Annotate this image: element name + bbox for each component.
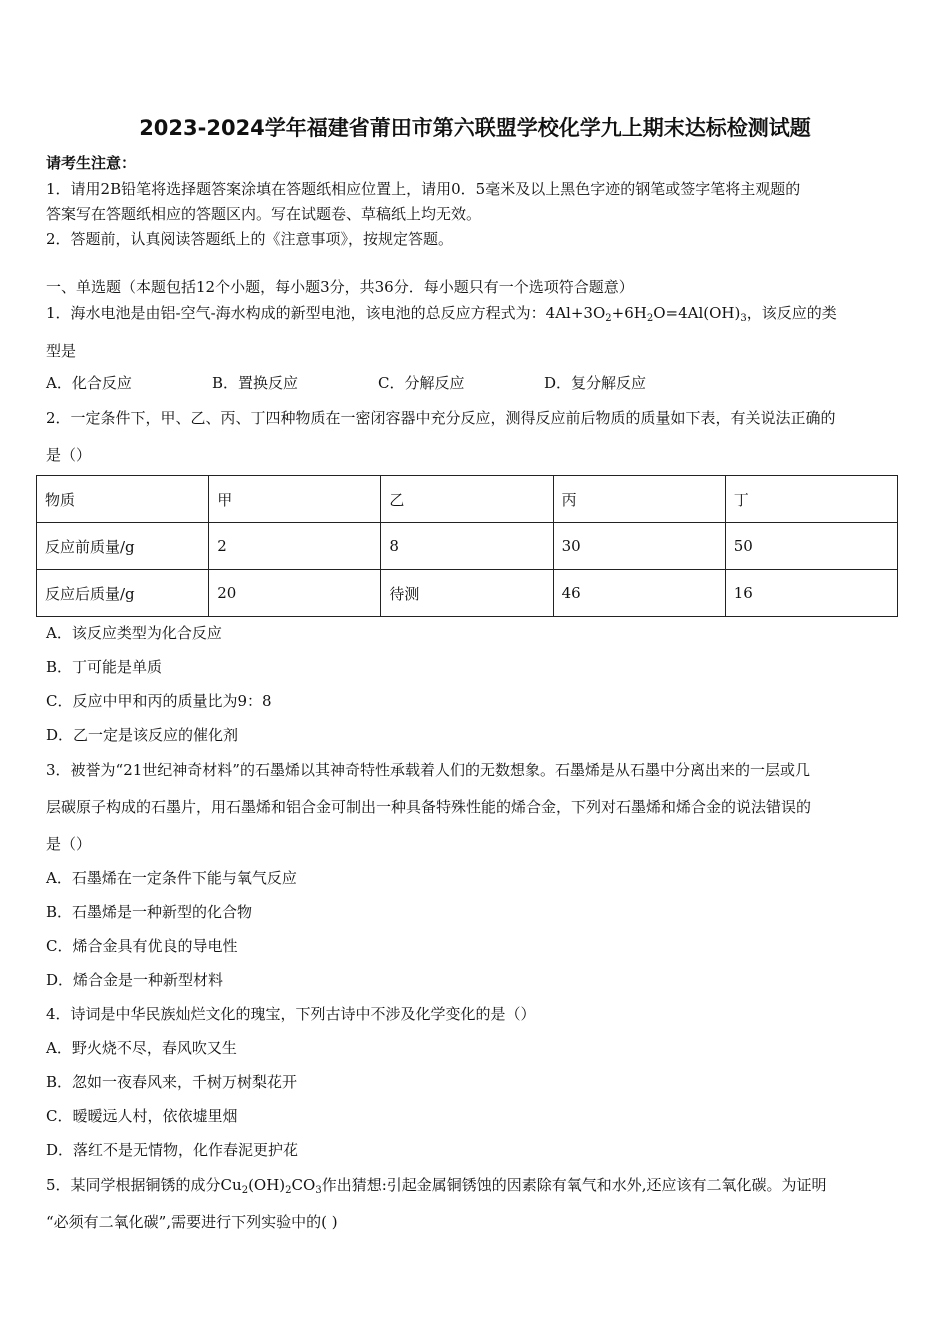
table-cell: 乙 bbox=[381, 476, 553, 523]
q4-stem: 4．诗词是中华民族灿烂文化的瑰宝，下列古诗中不涉及化学变化的是（） bbox=[46, 1005, 536, 1023]
table-cell: 8 bbox=[381, 523, 553, 570]
table-row bbox=[37, 570, 898, 617]
table-cell: 46 bbox=[553, 570, 725, 617]
table-cell: 物质 bbox=[37, 476, 209, 523]
notice-line-2: 答案写在答题纸相应的答题区内。写在试题卷、草稿纸上均无效。 bbox=[46, 205, 482, 223]
q3-option-a[interactable]: A．石墨烯在一定条件下能与氧气反应 bbox=[46, 869, 297, 887]
q1-stem-line-1: 1．海水电池是由铝-空气-海水构成的新型电池，该电池的总反应方程式为：$4Al+3O_2+6H_2O=4Al(OH)_3$，该反应的类 bbox=[46, 304, 837, 324]
table-cell: 反应前质量/g bbox=[37, 523, 209, 570]
table-cell: 丙 bbox=[553, 476, 725, 523]
table-cell: 丁 bbox=[725, 476, 897, 523]
q2-option-d[interactable]: D．乙一定是该反应的催化剂 bbox=[46, 726, 239, 744]
mass-table bbox=[36, 475, 898, 617]
q4-option-d[interactable]: D．落红不是无情物，化作春泥更护花 bbox=[46, 1141, 299, 1159]
q4-option-b[interactable]: B．忽如一夜春风来，千树万树梨花开 bbox=[46, 1073, 298, 1091]
table-cell: 待测 bbox=[381, 570, 553, 617]
q1-option-b[interactable]: B．置换反应 bbox=[212, 374, 299, 392]
q3-option-d[interactable]: D．烯合金是一种新型材料 bbox=[46, 971, 224, 989]
q3-stem-line-1: 3．被誉为“21世纪神奇材料”的石墨烯以其神奇特性承载着人们的无数想象。石墨烯是从石墨中分离出来的一层或几 bbox=[46, 761, 810, 779]
table-cell: 20 bbox=[209, 570, 381, 617]
q1-option-a[interactable]: A．化合反应 bbox=[46, 374, 132, 392]
q2-option-a[interactable]: A．该反应类型为化合反应 bbox=[46, 624, 222, 642]
q2-stem-line-2: 是（） bbox=[46, 446, 92, 464]
notice-line-1: 1．请用2B铅笔将选择题答案涂填在答题纸相应位置上，请用0．5毫米及以上黑色字迹的钢笔或签字笔将主观题的 bbox=[46, 180, 801, 198]
q1-option-c[interactable]: C．分解反应 bbox=[378, 374, 465, 392]
q3-stem-line-3: 是（） bbox=[46, 835, 92, 853]
q4-option-c[interactable]: C．暧暧远人村，依依墟里烟 bbox=[46, 1107, 238, 1125]
notice-line-3: 2．答题前，认真阅读答题纸上的《注意事项》，按规定答题。 bbox=[46, 230, 454, 248]
notice-heading: 请考生注意： bbox=[46, 154, 137, 172]
section-heading: 一、单选题（本题包括12个小题，每小题3分，共36分．每小题只有一个选项符合题意） bbox=[46, 278, 634, 296]
table-cell: 甲 bbox=[209, 476, 381, 523]
table-cell: 16 bbox=[725, 570, 897, 617]
table-row bbox=[37, 523, 898, 570]
q3-option-c[interactable]: C．烯合金具有优良的导电性 bbox=[46, 937, 238, 955]
table-cell: 50 bbox=[725, 523, 897, 570]
q2-option-c[interactable]: C．反应中甲和丙的质量比为9：8 bbox=[46, 692, 272, 710]
table-header-row bbox=[37, 476, 898, 523]
q5-stem-line-2: “必须有二氧化碳”,需要进行下列实验中的( ) bbox=[46, 1213, 338, 1231]
table-cell: 反应后质量/g bbox=[37, 570, 209, 617]
q5-stem-line-1: 5．某同学根据铜锈的成分$Cu_2(OH)_2CO_3$作出猜想:引起金属铜锈蚀的因素除有氧气和水外,还应该有二氧化碳。为证明 bbox=[46, 1176, 827, 1196]
q1-options bbox=[46, 372, 710, 393]
q2-stem-line-1: 2．一定条件下，甲、乙、丙、丁四种物质在一密闭容器中充分反应，测得反应前后物质的质量如下表，有关说法正确的 bbox=[46, 409, 836, 427]
q2-option-b[interactable]: B．丁可能是单质 bbox=[46, 658, 163, 676]
q1-option-d[interactable]: D．复分解反应 bbox=[544, 374, 647, 392]
q4-option-a[interactable]: A．野火烧不尽，春风吹又生 bbox=[46, 1039, 237, 1057]
table-cell: 30 bbox=[553, 523, 725, 570]
table-cell: 2 bbox=[209, 523, 381, 570]
page-title: 2023-2024学年福建省莆田市第六联盟学校化学九上期末达标检测试题 bbox=[139, 116, 811, 140]
q1-stem-line-2: 型是 bbox=[46, 342, 77, 360]
q3-stem-line-2: 层碳原子构成的石墨片，用石墨烯和铝合金可制出一种具备特殊性能的烯合金，下列对石墨烯和烯合金的说法错误的 bbox=[46, 798, 812, 816]
q3-option-b[interactable]: B．石墨烯是一种新型的化合物 bbox=[46, 903, 253, 921]
